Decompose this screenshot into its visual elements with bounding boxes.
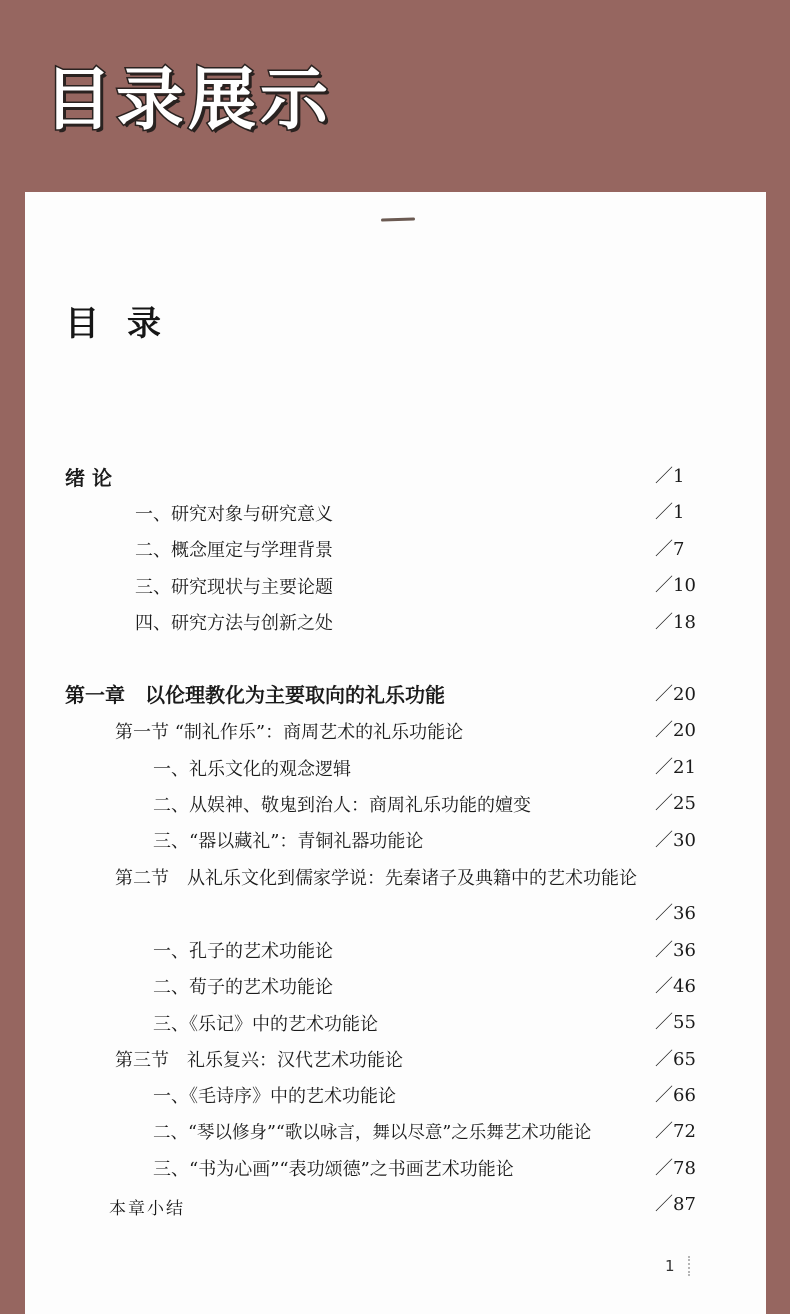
toc-page: ／55: [655, 1012, 696, 1033]
toc-entry: 三、《乐记》中的艺术功能论: [153, 1014, 378, 1035]
page-number: 1: [665, 1257, 675, 1275]
toc-page: ／10: [655, 575, 696, 596]
toc-entry: 一、《毛诗序》中的艺术功能论: [153, 1086, 396, 1107]
toc-entry: 三、研究现状与主要论题: [135, 577, 333, 598]
book-page: [25, 192, 766, 1314]
toc-entry: 二、从娱神、敬鬼到治人：商周礼乐功能的嬗变: [153, 795, 531, 816]
toc-page: ／7: [655, 539, 685, 560]
banner-title: 目录展示: [44, 61, 333, 140]
toc-page: ／36: [655, 940, 696, 961]
toc-page-chapter-1: ／20: [655, 684, 696, 705]
toc-entry: 二、荀子的艺术功能论: [153, 977, 333, 998]
toc-entry-summary: 本章小结: [109, 1199, 185, 1219]
toc-entry: 一、孔子的艺术功能论: [153, 941, 333, 962]
toc-page: ／46: [655, 976, 696, 997]
page-edge-dots: [688, 1256, 692, 1276]
toc-entry: 三、“书为心画”“表功颂德”之书画艺术功能论: [153, 1159, 514, 1180]
toc-entry-chapter-1: 第一章 以伦理教化为主要取向的礼乐功能: [65, 683, 445, 707]
toc-entry-section: 第二节 从礼乐文化到儒家学说：先秦诸子及典籍中的艺术功能论: [115, 868, 637, 889]
toc-page: ／65: [655, 1049, 696, 1070]
toc-entry: 二、概念厘定与学理背景: [135, 540, 333, 561]
toc-page: ／72: [655, 1121, 696, 1142]
page-mark: [381, 217, 415, 221]
toc-entry-section: 第一节 “制礼作乐”：商周艺术的礼乐功能论: [115, 722, 464, 743]
toc-page: ／25: [655, 793, 696, 814]
toc-page: ／30: [655, 830, 696, 851]
toc-page: ／21: [655, 757, 696, 778]
toc-page: ／1: [655, 502, 685, 523]
toc-entry: 三、“器以藏礼”：青铜礼器功能论: [153, 831, 424, 852]
toc-page: ／36: [655, 903, 696, 924]
toc-entry: 四、研究方法与创新之处: [135, 613, 333, 634]
toc-entry-section: 第三节 礼乐复兴：汉代艺术功能论: [115, 1050, 403, 1071]
toc-page: ／20: [655, 720, 696, 741]
toc-entry: 一、研究对象与研究意义: [135, 504, 333, 525]
toc-page: ／66: [655, 1085, 696, 1106]
toc-entry-intro: 绪 论: [65, 466, 112, 490]
toc-page: ／87: [655, 1194, 696, 1215]
toc-entry: 一、礼乐文化的观念逻辑: [153, 759, 351, 780]
toc-page: ／18: [655, 612, 696, 633]
page-heading: 目录: [65, 304, 189, 344]
toc-entry: 二、“琴以修身”“歌以咏言，舞以尽意”之乐舞艺术功能论: [153, 1123, 592, 1143]
toc-page: ／78: [655, 1158, 696, 1179]
toc-page-intro: ／1: [655, 466, 685, 487]
